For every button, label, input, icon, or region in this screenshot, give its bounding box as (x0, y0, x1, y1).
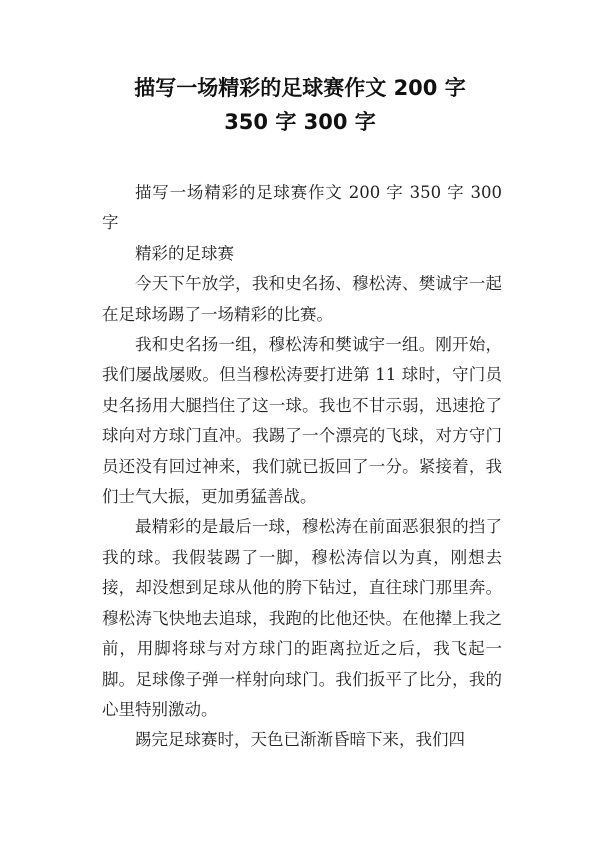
document-title-line-1: 描写一场精彩的足球赛作文 200 字 (134, 76, 466, 100)
paragraph-3: 最精彩的是最后一球，穆松涛在前面恶狠狠的挡了我的球。我假装踢了一脚，穆松涛信以为真，刚想去接，却没想到足球从他的胯下钻过，直往球门那里奔。穆松涛飞快地去追球，我跑的比他还快。在他撵上我之前，用脚将球与对方球门的距离拉近之后，我飞起一脚。足球像子弹一样射向球门。我们扳平了比分，我的心里特别激动。 (102, 517, 502, 719)
paragraph-4: 踢完足球赛时，天色已渐渐昏暗下来，我们四 (135, 730, 465, 750)
paragraph-subtitle: 精彩的足球赛 (135, 243, 234, 263)
paragraph-1: 今天下午放学，我和史名扬、穆松涛、樊诚宇一起在足球场踢了一场精彩的比赛。 (102, 274, 502, 324)
document-title-line-2: 350 字 300 字 (224, 110, 376, 134)
paragraph-2: 我和史名扬一组，穆松涛和樊诚宇一组。刚开始，我们屡战屡败。但当穆松涛要打进第 11 球时，守门员史名扬用大腿挡住了这一球。我也不甘示弱，迅速抢了球向对方球门直冲。我踢了一个漂亮的飞球，对方守门员还没有回过神来，我们就已扳回了一分。紧接着，我们士气大振，更加勇猛善战。 (102, 335, 502, 507)
document-body (102, 178, 502, 756)
paragraph-heading-repeat: 描写一场精彩的足球赛作文 200 字 350 字 300 字 (102, 183, 502, 233)
